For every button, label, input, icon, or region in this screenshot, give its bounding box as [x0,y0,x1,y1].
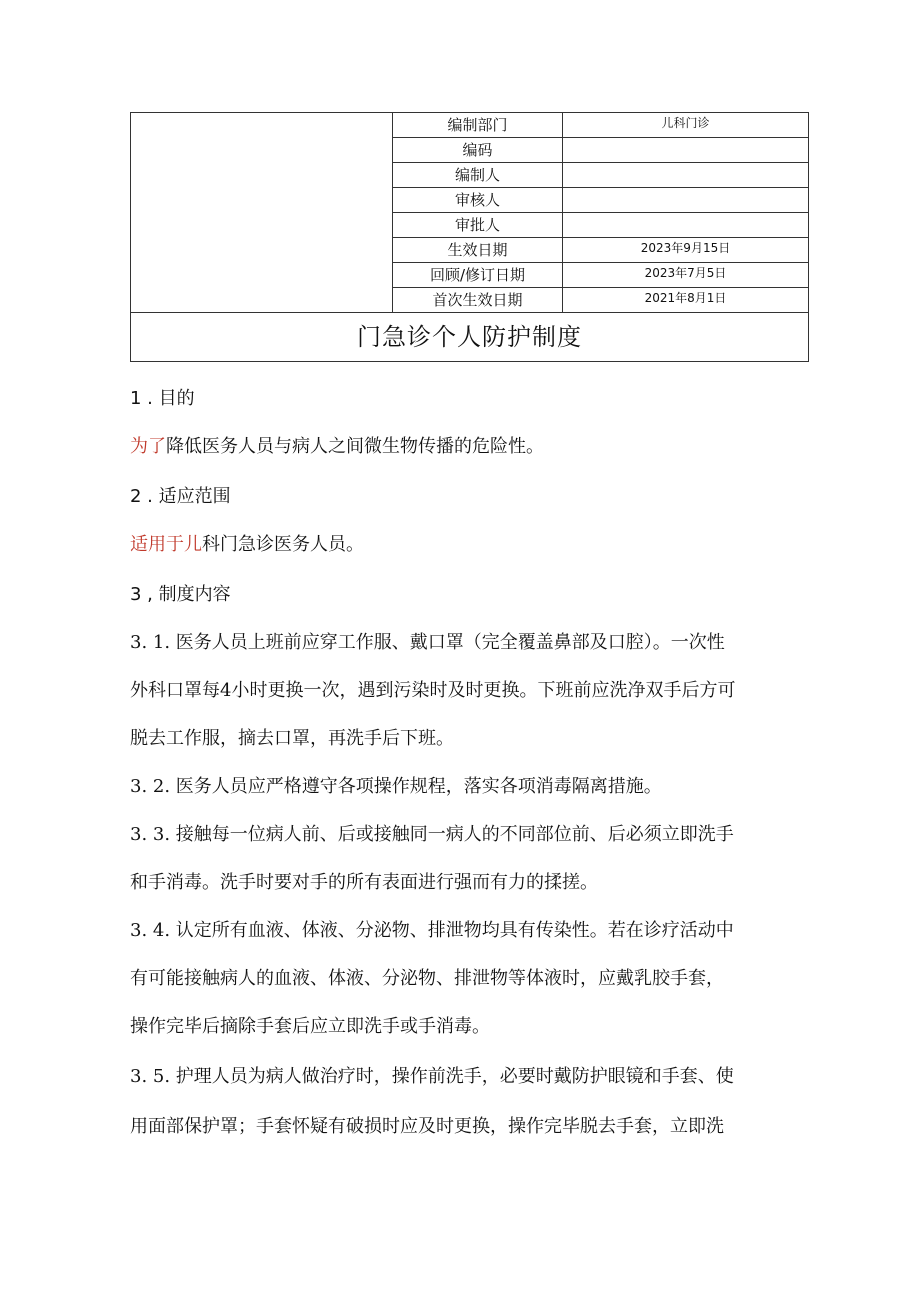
header-label: 编码 [393,138,563,163]
header-value: 2023年9月15日 [563,238,809,263]
header-label: 首次生效日期 [393,288,563,313]
section-1-heading: 1 . 目的 [130,388,195,409]
section-1-body [130,432,544,458]
highlight-text: 适用于儿 [130,534,202,555]
header-label: 编制人 [393,163,563,188]
section-2-body [130,530,364,556]
document-title: 门急诊个人防护制度 [131,313,809,362]
body-line: 3. 5. 护理人员为病人做治疗时，操作前洗手，必要时戴防护眼镜和手套、使 [130,1066,734,1087]
header-value: 2023年7月5日 [563,263,809,288]
body-line: 3. 4. 认定所有血液、体液、分泌物、排泄物均具有传染性。若在诊疗活动中 [130,920,734,941]
header-value: 2021年8月1日 [563,288,809,313]
header-value [563,138,809,163]
body-line: 脱去工作服，摘去口罩，再洗手后下班。 [130,728,454,749]
header-label: 编制部门 [393,113,563,138]
body-line: 用面部保护罩；手套怀疑有破损时应及时更换，操作完毕脱去手套，立即洗 [130,1116,724,1137]
body-text: 科门急诊医务人员。 [202,534,364,555]
section-3-heading: 3 , 制度内容 [130,584,231,605]
header-label: 审核人 [393,188,563,213]
body-line: 和手消毒。洗手时要对手的所有表面进行强而有力的揉搓。 [130,872,598,893]
header-value [563,213,809,238]
body-line: 操作完毕后摘除手套后应立即洗手或手消毒。 [130,1016,490,1037]
header-value [563,188,809,213]
highlight-text: 为了 [130,436,166,457]
body-line: 有可能接触病人的血液、体液、分泌物、排泄物等体液时，应戴乳胶手套， [130,968,724,989]
header-value [563,163,809,188]
body-line: 3. 2. 医务人员应严格遵守各项操作规程，落实各项消毒隔离措施。 [130,776,662,797]
document-header-table [130,112,809,362]
section-2-heading: 2 . 适应范围 [130,486,231,507]
header-value: 儿科门诊 [563,113,809,138]
body-text: 降低医务人员与病人之间微生物传播的危险性。 [166,436,544,457]
body-line: 3. 3. 接触每一位病人前、后或接触同一病人的不同部位前、后必须立即洗手 [130,824,734,845]
header-label: 生效日期 [393,238,563,263]
logo-area [131,113,393,313]
header-label: 审批人 [393,213,563,238]
header-label: 回顾/修订日期 [393,263,563,288]
body-line: 3. 1. 医务人员上班前应穿工作服、戴口罩（完全覆盖鼻部及口腔）。一次性 [130,632,725,653]
body-line: 外科口罩每4小时更换一次，遇到污染时及时更换。下班前应洗净双手后方可 [130,680,736,701]
